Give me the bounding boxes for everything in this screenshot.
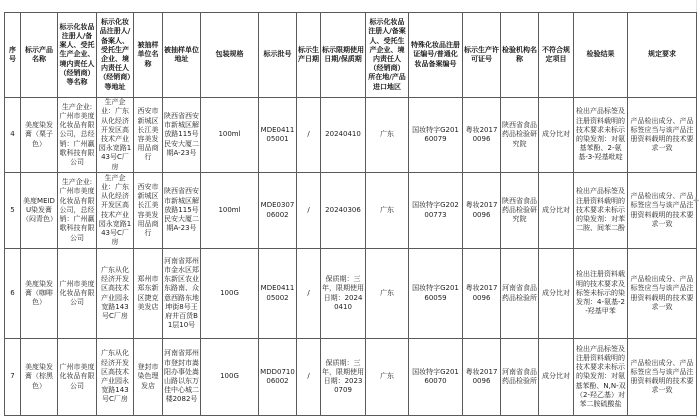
table-cell: /: [297, 173, 321, 249]
table-cell: 生产企业:广州市美度化妆品有限公司，总经销：广州赢歌科技有限公司: [58, 98, 97, 173]
table-row: [5, 98, 697, 173]
header-cell-product-name: 标示产品名称: [21, 13, 58, 98]
table-cell: 7: [5, 339, 21, 416]
table-cell: 100ml: [201, 98, 259, 173]
table-cell: 保质期：三年，限期使用日期：20240410: [321, 249, 366, 339]
header-cell-registrant-name: 标示化妆品注册人/备案人、受托生产企业、境内责任人（经销商）等名称: [58, 13, 97, 98]
table-cell: 检出产品标签及注册资料载明的技术要求未标示的染发剂：对苯二胺、间苯二酚: [574, 173, 628, 249]
table-row: [5, 249, 697, 339]
table-cell: 陕西省西安市新城区解放路115号民安大厦二期A-23号: [163, 98, 201, 173]
table-cell: 国妆特字G20160059: [409, 249, 463, 339]
table-cell: 广东: [366, 339, 409, 416]
table-cell: 4: [5, 98, 21, 173]
table-cell: 20240410: [321, 98, 366, 173]
table-cell: 检出产品标签及注册资料载明的技术要求未标示的染发剂：对氨基苯酚、N,N-双（2-羟乙基）对苯二胺硫酸盐: [574, 339, 628, 416]
table-row: [5, 339, 697, 416]
table-cell: 美度MEIDU染发膏（闷青色）: [21, 173, 58, 249]
table-cell: 西安市新城区长江美容美发用品商行: [134, 98, 163, 173]
table-cell: 陕西省食品药品检验研究院: [501, 98, 539, 173]
table-cell: 6: [5, 249, 21, 339]
table-cell: 广东: [366, 98, 409, 173]
table-cell: 河南省食品药品检验所: [501, 339, 539, 416]
table-cell: 国妆特字G20160070: [409, 339, 463, 416]
table-cell: 产品检出成分、产品标签应当与该产品注册资料载明的技术要求一致: [628, 98, 697, 173]
table-cell: 成分比对: [539, 98, 574, 173]
table-cell: 100G: [201, 249, 259, 339]
table-cell: 20240306: [321, 173, 366, 249]
table-cell: 粤妆20170096: [463, 249, 501, 339]
table-cell: 美度染发膏（栗子色）: [21, 98, 58, 173]
header-cell-registrant-address: 标示化妆品注册人/备案人、受托生产企业、境内责任人（经销商）等地址: [97, 13, 134, 98]
table-cell: MDE041105002: [259, 249, 297, 339]
table-cell: 西安市新城区长江美容美发用品商行: [134, 173, 163, 249]
table-cell: 粤妆20170096: [463, 339, 501, 416]
table-row: [5, 173, 697, 249]
table-cell: MDD071006002: [259, 339, 297, 416]
table-cell: 河南省郑州市金水区郑东新区农业东路南、众意西路东地坤街8号王府井百货B1层10号: [163, 249, 201, 339]
table-cell: 美度染发膏（咖啡色）: [21, 249, 58, 339]
header-cell-inspection-result: 检验结果: [574, 13, 628, 98]
table-cell: MDE030706002: [259, 173, 297, 249]
table-cell: 美度染发膏（棕黑色）: [21, 339, 58, 416]
table-cell: 成分比对: [539, 339, 574, 416]
table-cell: 粤妆20170096: [463, 98, 501, 173]
table-cell: 登封市染色理发店: [134, 339, 163, 416]
table-cell: MDE041105001: [259, 98, 297, 173]
table-cell: 广东: [366, 173, 409, 249]
table-cell: 河南省郑州市登封市嵩阳办事处嵩山路以东万佳中心城二楼2082号: [163, 339, 201, 416]
table-cell: 广东: [366, 249, 409, 339]
table-cell: 河南省食品药品检验所: [501, 249, 539, 339]
table-cell: 生产企业：广东从化经济开发区高技术产业园永宽路143号C厂房: [97, 98, 134, 173]
table-cell: 广州市美度化妆品有限公司: [58, 339, 97, 416]
table-cell: 产品检出成分、产品标签应当与该产品注册资料载明的技术要求一致: [628, 173, 697, 249]
plus-mark-icon: +: [692, 196, 700, 206]
table-cell: 5: [5, 173, 21, 249]
table-cell: 100G: [201, 339, 259, 416]
header-cell-inspection-org: 检验机构名称: [501, 13, 539, 98]
table-cell: /: [297, 98, 321, 173]
table-cell: 100ml: [201, 173, 259, 249]
table-cell: 生产企业:广州市美度化妆品有限公司，总经销：广州赢歌科技有限公司: [58, 173, 97, 249]
header-cell-sampled-unit-name: 被抽样单位名称: [134, 13, 163, 98]
header-cell-expiry: 标示限期使用日期/保质期: [321, 13, 366, 98]
header-cell-requirement: 规定要求: [628, 13, 697, 98]
table-cell: 广州市美度化妆品有限公司: [58, 249, 97, 339]
table-cell: 成分比对: [539, 249, 574, 339]
table-cell: 粤妆20170096: [463, 173, 501, 249]
table-cell: 陕西省食品药品检验研究院: [501, 173, 539, 249]
table-cell: 郑州市郑东新区捷克美发店: [134, 249, 163, 339]
table-cell: 检出产品标签及注册资料载明的技术要求未标示的染发剂：对氨基苯酚、2-氨基-3-羟基吡啶: [574, 98, 628, 173]
table-cell: 生产企业：广东从化经济开发区高技术产业园永宽路143号C厂房: [97, 173, 134, 249]
table-cell: 产品检出成分、产品标签应当与该产品注册资料载明的技术要求一致: [628, 339, 697, 416]
header-cell-location: 标示化妆品注册人/备案人、受托生产企业、境内责任人（经销商）所在地/产品进口地区: [366, 13, 409, 98]
table-cell: 保质期：三年，限期使用日期：20230709: [321, 339, 366, 416]
table-body: [5, 98, 697, 416]
header-cell-serial: 序号: [5, 13, 21, 98]
sampling-results-table: [4, 12, 697, 416]
header-cell-noncompliant-item: 不符合规定项目: [539, 13, 574, 98]
table-cell: 成分比对: [539, 173, 574, 249]
table-cell: 检出注册资料载明的技术要求及标签未标示的染发剂：4-氨基-2-羟基甲苯: [574, 249, 628, 339]
header-cell-batch-no: 标示批号: [259, 13, 297, 98]
table-cell: 陕西省西安市新城区解放路115号民安大厦二期A-23号: [163, 173, 201, 249]
header-row: [5, 13, 697, 98]
table-cell: /: [297, 249, 321, 339]
table-cell: 国妆特字G20200773: [409, 173, 463, 249]
header-cell-production-date: 标示生产日期: [297, 13, 321, 98]
table-cell: 广东从化经济开发区高技术产业园永宽路143号C厂房: [97, 249, 134, 339]
table-header: [5, 13, 697, 98]
table-cell: /: [297, 339, 321, 416]
header-cell-sampled-unit-address: 被抽样单位地址: [163, 13, 201, 98]
table-cell: 广东从化经济开发区高技术产业园永宽路143号C厂房: [97, 339, 134, 416]
table-cell: 国妆特字G20160079: [409, 98, 463, 173]
header-cell-package-spec: 包装规格: [201, 13, 259, 98]
header-cell-license-no: 标示生产许可证号: [463, 13, 501, 98]
table-cell: 产品检出成分、产品标签应当与该产品注册资料载明的技术要求一致: [628, 249, 697, 339]
header-cell-registration-no: 特殊化妆品注册证编号/普通化妆品备案编号: [409, 13, 463, 98]
